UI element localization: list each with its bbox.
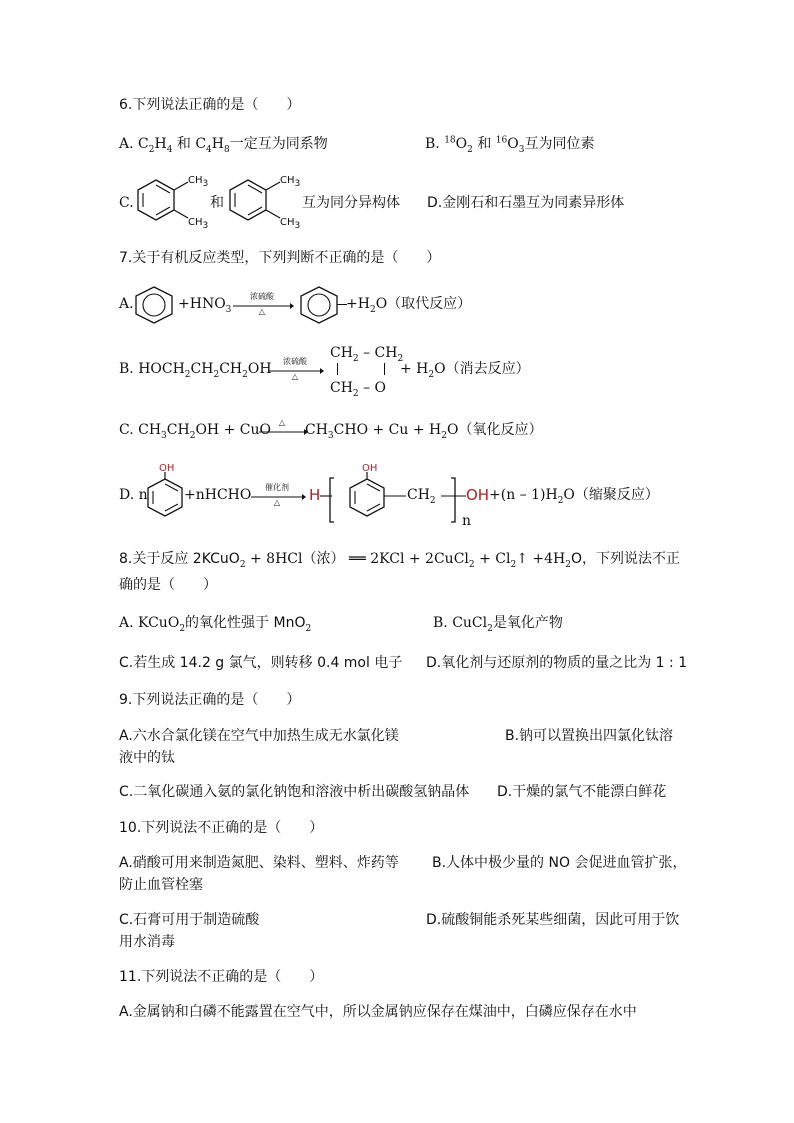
q6-option-b: B. $^{18}O_2$ 和 $^{16}O_3$互为同位素 [425, 135, 595, 155]
phenol-ring-in-polymer [346, 470, 410, 522]
q10-option-b-cont: 防止血管栓塞 [119, 877, 203, 893]
q9-option-c: C.二氧化碳通入氨的氯化钠饱和溶液中析出碳酸氢钠晶体 [119, 784, 470, 800]
q8-stem-line2: 确的是（ ） [119, 577, 217, 593]
polymer-h-end: H [309, 486, 321, 504]
q7-d-cond-top: 催化剂 [265, 483, 289, 492]
q7-d-tail: $+(n - 1)H_2O$（缩聚反应） [489, 487, 659, 506]
q10-option-a: A.硝酸可用来制造氮肥、染料、塑料、炸药等 [119, 855, 399, 871]
q8-option-a: A. KCuO$_2$的氧化性强于 MnO$_2$ [119, 615, 312, 634]
benzene-icon [131, 284, 177, 326]
q7-b-epoxide-bottom: $CH_2$ – O [330, 380, 387, 399]
q8-option-c: C.若生成 14.2 g 氯气，则转移 0.4 mol 电子 [119, 655, 403, 671]
phenol-structure [144, 470, 186, 522]
q7-c-reactant: C. $CH_3CH_2OH$ + CuO [119, 422, 271, 441]
q7-b-reactant: B. $HOCH_2CH_2CH_2OH$ [119, 361, 272, 380]
q10-option-d-cont: 用水消毒 [119, 934, 175, 950]
q9-option-b-cont: 液中的钛 [119, 750, 175, 766]
benzene-icon [296, 284, 342, 326]
q11-stem: 11.下列说法不正确的是（ ） [119, 969, 324, 985]
q10-option-d: D.硫酸铜能杀死某些细菌，因此可用于饮 [426, 912, 680, 928]
ch3-label: $CH_3$ [188, 217, 209, 231]
q11-option-a: A.金属钠和白磷不能露置在空气中，所以金属钠应保存在煤油中，白磷应保存在水中 [119, 1004, 637, 1020]
bond-line [384, 363, 385, 375]
q7-a-cond-bottom: △ [258, 307, 266, 316]
q7-d-cond-bottom: △ [273, 498, 281, 507]
q7-d-reagent: +nHCHO [184, 487, 252, 503]
q6-c-tail: 互为同分异构体 [302, 195, 400, 211]
q8-stem-line1: 8.关于反应 2KCuO$_2$ + 8HCl（浓） ══ 2KCl + 2CuCl$_2$ + $Cl_2↑ +4H_2O$，下列说法不正 [119, 551, 680, 570]
q7-d-label: D. n [119, 487, 148, 503]
q7-stem: 7.关于有机反应类型，下列判断不正确的是（ ） [119, 250, 441, 266]
q7-a-product: $+H_2O$（取代反应） [346, 296, 472, 315]
q6-option-c-label: C. [119, 195, 134, 211]
q9-option-b: B.钠可以置换出四氯化钛溶 [505, 728, 674, 744]
polymer-n: n [462, 513, 472, 529]
q7-a-label: A. [119, 296, 134, 312]
q7-a-cond-top: 浓硫酸 [250, 292, 274, 301]
q7-c-cond: △ [278, 418, 286, 427]
q6-option-a: A. $C_2H_4$ 和 $C_4H_8$一定互为同系物 [119, 136, 328, 155]
q10-option-c: C.石膏可用于制造硫酸 [119, 912, 260, 928]
polymer-oh-end: OH [466, 486, 490, 504]
bond-line [337, 363, 338, 375]
q7-b-cond-top: 浓硫酸 [283, 357, 307, 366]
polymer-ch2: $CH_2$ [407, 487, 436, 506]
q7-a-reagent: $+HNO_3$ [178, 296, 232, 315]
q10-stem: 10.下列说法不正确的是（ ） [119, 820, 324, 836]
ch3-label: $CH_3$ [280, 175, 301, 189]
q7-b-epoxide-top: $CH_2 - CH_2$ [330, 345, 404, 364]
polymer-oh-label: OH [362, 463, 378, 474]
q6-stem: 6.下列说法正确的是（ ） [119, 97, 301, 113]
q7-b-cond-bottom: △ [291, 372, 299, 381]
ch3-label: $CH_3$ [280, 217, 301, 231]
q6-option-d: D.金刚石和石墨互为同素异形体 [427, 195, 625, 211]
q9-option-d: D.干燥的氯气不能漂白鲜花 [497, 784, 667, 800]
q8-option-b: B. CuCl$_2$是氧化产物 [433, 615, 563, 634]
q9-stem: 9.下列说法正确的是（ ） [119, 692, 301, 708]
ch3-label: $CH_3$ [188, 175, 209, 189]
q7-b-product: + $H_2O$（消去反应） [400, 361, 530, 380]
q9-option-a: A.六水合氯化镁在空气中加热生成无水氯化镁 [119, 728, 399, 744]
q10-option-b: B.人体中极少量的 NO 会促进血管扩张， [432, 855, 687, 871]
q7-c-product: $CH_3CHO + Cu + H_2O$（氧化反应） [305, 422, 543, 441]
q8-option-d: D.氧化剂与还原剂的物质的量之比为 1 : 1 [426, 655, 688, 671]
q6-c-and: 和 [210, 195, 224, 211]
phenol-oh-label: OH [159, 463, 175, 474]
